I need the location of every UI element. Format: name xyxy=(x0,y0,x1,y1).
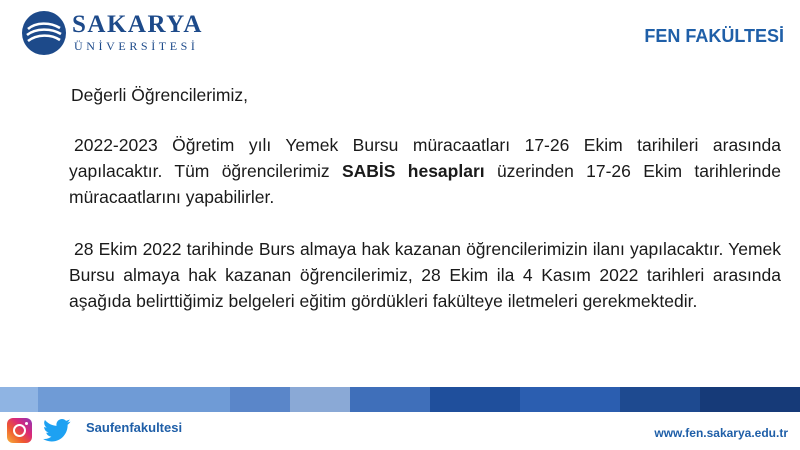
stripe-segment xyxy=(520,387,620,412)
stripe-segment xyxy=(350,387,430,412)
social-links xyxy=(7,417,71,443)
logo-name: SAKARYA xyxy=(72,11,203,38)
footer-color-stripe xyxy=(0,387,800,412)
stripe-segment xyxy=(230,387,290,412)
stripe-segment xyxy=(430,387,520,412)
stripe-segment xyxy=(38,387,230,412)
sakarya-emblem-icon xyxy=(20,9,68,57)
stripe-segment xyxy=(290,387,350,412)
sabis-highlight: SABİS hesapları xyxy=(341,161,485,181)
stripe-segment xyxy=(0,387,38,412)
letter-paragraph-2 xyxy=(69,236,781,314)
stripe-segment xyxy=(700,387,800,412)
paragraph-1-text-a: 2022-2023 Öğretim yılı Yemek Bursu müracaatları 17-26 Ekim tarihileri arasında yapılacaktır. Tüm öğrencilerimiz xyxy=(69,135,781,181)
twitter-icon[interactable] xyxy=(43,418,71,443)
letter-paragraph-1 xyxy=(69,132,781,210)
faculty-title: FEN FAKÜLTESİ xyxy=(644,26,784,46)
logo-subtitle: ÜNİVERSİTESİ xyxy=(74,39,199,53)
paragraph-1-text-b: üzerinden 17-26 Ekim tarihlerinde müracaatlarını yapabilirler. xyxy=(69,161,781,207)
social-handle[interactable]: Saufenfakultesi xyxy=(86,420,183,435)
paragraph-2-text: 28 Ekim 2022 tarihinde Burs almaya hak kazanan öğrencilerimizin ilanı yapılacaktır. Yemek Bursu almaya hak kazanan öğrencilerimiz, 28 Ekim ila 4 Kasım 2022 tarihleri arasında aşağıda belirttiğimiz belgeleri eğitim gördükleri fakülteye iletmeleri gerekmektedir. xyxy=(69,239,781,311)
university-logo xyxy=(20,9,203,63)
instagram-icon[interactable] xyxy=(7,418,32,443)
letter-greeting: Değerli Öğrencilerimiz, xyxy=(71,85,248,105)
website-link[interactable]: www.fen.sakarya.edu.tr xyxy=(654,426,788,440)
stripe-segment xyxy=(620,387,700,412)
announcement-letter xyxy=(69,82,781,314)
